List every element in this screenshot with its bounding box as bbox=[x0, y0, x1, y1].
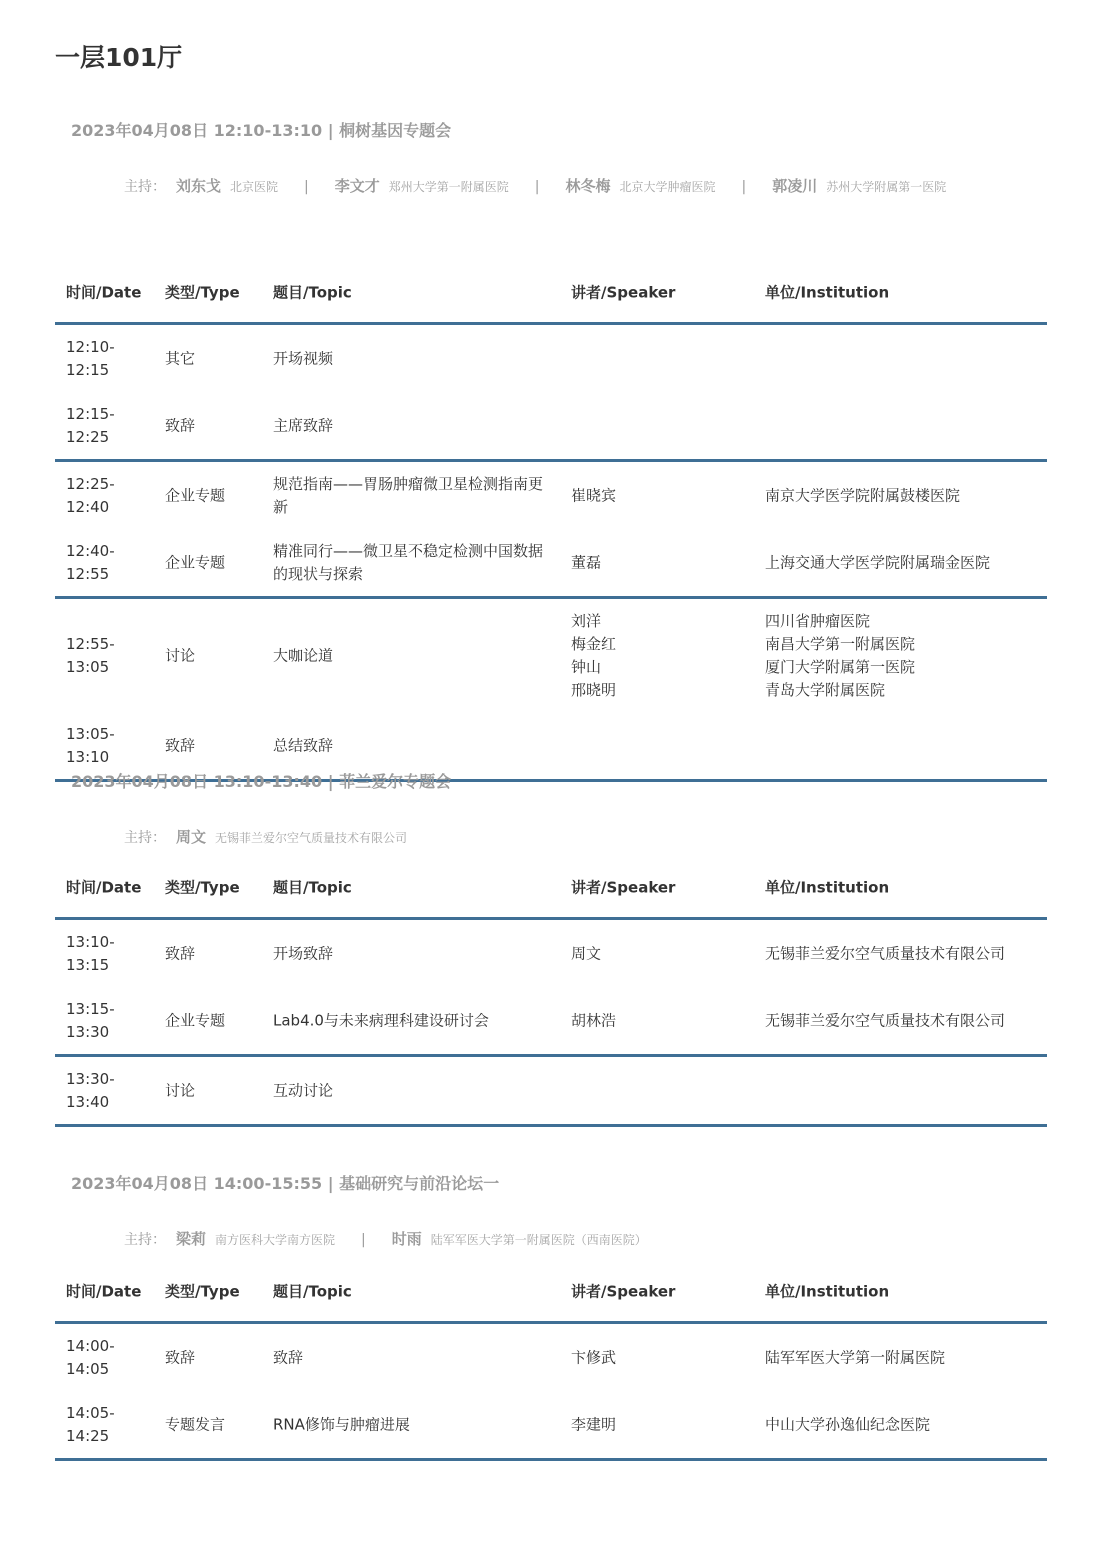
row-topic: 规范指南——胃肠肿瘤微卫星检测指南更新 bbox=[273, 474, 544, 516]
row-type: 专题发言 bbox=[165, 1415, 226, 1433]
header-date: 时间/Date bbox=[66, 878, 142, 897]
row-topic: 大咖论道 bbox=[273, 646, 334, 664]
host-label: 主持： bbox=[124, 1232, 166, 1248]
host-label: 主持： bbox=[124, 179, 166, 195]
row-time: 13:30- 13:40 bbox=[66, 1069, 115, 1111]
host-institution: 陆军军医大学第一附属医院（西南医院） bbox=[430, 1233, 647, 1247]
header-date: 时间/Date bbox=[66, 1282, 142, 1301]
row-group bbox=[55, 1324, 1047, 1461]
row-time: 12:10- 12:15 bbox=[66, 337, 115, 379]
row-institution: 南京大学医学院附属鼓楼医院 bbox=[765, 486, 961, 504]
row-time: 12:15- 12:25 bbox=[66, 404, 115, 446]
row-topic: 开场视频 bbox=[273, 349, 334, 367]
header-type: 类型/Type bbox=[165, 283, 240, 302]
row-speaker: 崔晓宾 bbox=[571, 486, 617, 504]
row-speaker: 董磊 bbox=[571, 553, 602, 571]
host-name: 梁莉 bbox=[176, 1230, 207, 1248]
session-hosts bbox=[124, 1228, 647, 1249]
table-row bbox=[55, 1324, 1047, 1391]
host-institution: 南方医科大学南方医院 bbox=[215, 1233, 336, 1247]
table-header bbox=[55, 262, 1047, 325]
header-type: 类型/Type bbox=[165, 1282, 240, 1301]
host-entry bbox=[392, 1228, 647, 1249]
row-type: 致辞 bbox=[165, 944, 196, 962]
host-institution: 郑州大学第一附属医院 bbox=[388, 180, 509, 194]
header-date: 时间/Date bbox=[66, 283, 142, 302]
host-entry bbox=[176, 1228, 335, 1249]
table-row bbox=[55, 1391, 1047, 1458]
host-name: 林冬梅 bbox=[565, 177, 611, 195]
row-type: 企业专题 bbox=[165, 486, 226, 504]
host-name: 周文 bbox=[176, 828, 207, 846]
header-institution: 单位/Institution bbox=[765, 878, 890, 897]
host-entry bbox=[176, 175, 278, 196]
host-entry bbox=[176, 826, 407, 847]
row-time: 12:40- 12:55 bbox=[66, 541, 115, 583]
header-institution: 单位/Institution bbox=[765, 1282, 890, 1301]
row-institution: 四川省肿瘤医院 南昌大学第一附属医院 厦门大学附属第一医院 青岛大学附属医院 bbox=[765, 611, 916, 699]
row-topic: 互动讨论 bbox=[273, 1081, 334, 1099]
host-entry bbox=[335, 175, 509, 196]
header-institution: 单位/Institution bbox=[765, 283, 890, 302]
header-speaker: 讲者/Speaker bbox=[571, 283, 676, 302]
table-header bbox=[55, 857, 1047, 920]
row-topic: RNA修饰与肿瘤进展 bbox=[273, 1415, 410, 1433]
row-time: 14:05- 14:25 bbox=[66, 1403, 115, 1445]
row-group bbox=[55, 599, 1047, 782]
schedule-table bbox=[55, 857, 1047, 1127]
session-title: 2023年04月08日 12:10-13:10 | 桐树基因专题会 bbox=[71, 121, 452, 140]
table-row bbox=[55, 599, 1047, 712]
host-name: 时雨 bbox=[391, 1230, 422, 1248]
host-name: 郭凌川 bbox=[772, 177, 818, 195]
row-topic: 主席致辞 bbox=[273, 416, 334, 434]
session-hosts bbox=[124, 175, 946, 196]
row-type: 讨论 bbox=[165, 1081, 196, 1099]
row-group bbox=[55, 462, 1047, 599]
session-hosts bbox=[124, 826, 407, 847]
table-row bbox=[55, 462, 1047, 529]
header-type: 类型/Type bbox=[165, 878, 240, 897]
row-time: 14:00- 14:05 bbox=[66, 1336, 115, 1378]
table-row bbox=[55, 392, 1047, 459]
row-group bbox=[55, 920, 1047, 1057]
row-type: 致辞 bbox=[165, 736, 196, 754]
header-speaker: 讲者/Speaker bbox=[571, 878, 676, 897]
row-group bbox=[55, 1057, 1047, 1127]
session-title: 2023年04月08日 13:10-13:40 | 菲兰爱尔专题会 bbox=[71, 772, 452, 791]
row-topic: 致辞 bbox=[273, 1348, 304, 1366]
session-title: 2023年04月08日 14:00-15:55 | 基础研究与前沿论坛一 bbox=[71, 1174, 500, 1193]
row-speaker: 卞修武 bbox=[571, 1348, 617, 1366]
schedule-table bbox=[55, 1261, 1047, 1461]
row-institution: 无锡菲兰爱尔空气质量技术有限公司 bbox=[765, 944, 1006, 962]
host-institution: 苏州大学附属第一医院 bbox=[826, 180, 947, 194]
host-label: 主持： bbox=[124, 830, 166, 846]
row-institution: 上海交通大学医学院附属瑞金医院 bbox=[765, 553, 991, 571]
header-topic: 题目/Topic bbox=[273, 1282, 352, 1301]
host-institution: 无锡菲兰爱尔空气质量技术有限公司 bbox=[215, 831, 408, 845]
row-type: 致辞 bbox=[165, 416, 196, 434]
header-speaker: 讲者/Speaker bbox=[571, 1282, 676, 1301]
host-separator: | bbox=[304, 179, 309, 195]
row-topic: 总结致辞 bbox=[273, 736, 334, 754]
row-time: 12:25- 12:40 bbox=[66, 474, 115, 516]
host-name: 刘东戈 bbox=[176, 177, 222, 195]
table-row bbox=[55, 325, 1047, 392]
host-separator: | bbox=[741, 179, 747, 195]
row-group bbox=[55, 325, 1047, 462]
table-row bbox=[55, 920, 1047, 987]
row-type: 致辞 bbox=[165, 1348, 196, 1366]
row-type: 其它 bbox=[165, 349, 196, 367]
row-time: 13:15- 13:30 bbox=[66, 999, 115, 1041]
table-row bbox=[55, 529, 1047, 596]
table-row bbox=[55, 1057, 1047, 1124]
row-topic: 精准同行——微卫星不稳定检测中国数据的现状与探索 bbox=[273, 541, 544, 583]
row-institution: 无锡菲兰爱尔空气质量技术有限公司 bbox=[765, 1011, 1006, 1029]
row-speaker: 刘洋 梅金红 钟山 邢晓明 bbox=[571, 611, 617, 699]
row-type: 讨论 bbox=[165, 646, 196, 664]
row-speaker: 李建明 bbox=[571, 1415, 617, 1433]
host-separator: | bbox=[534, 179, 540, 195]
host-institution: 北京大学肿瘤医院 bbox=[619, 180, 716, 194]
host-entry bbox=[566, 175, 716, 196]
host-separator: | bbox=[361, 1232, 366, 1248]
row-time: 13:10- 13:15 bbox=[66, 932, 115, 974]
table-row bbox=[55, 987, 1047, 1054]
row-speaker: 胡林浩 bbox=[571, 1011, 617, 1029]
row-time: 12:55- 13:05 bbox=[66, 634, 115, 676]
row-type: 企业专题 bbox=[165, 553, 226, 571]
schedule-table bbox=[55, 262, 1047, 782]
row-speaker: 周文 bbox=[571, 944, 602, 962]
row-topic: 开场致辞 bbox=[273, 944, 334, 962]
header-topic: 题目/Topic bbox=[273, 878, 352, 897]
host-entry bbox=[772, 175, 946, 196]
row-institution: 中山大学孙逸仙纪念医院 bbox=[765, 1415, 931, 1433]
page-title: 一层101厅 bbox=[55, 43, 183, 72]
row-time: 13:05- 13:10 bbox=[66, 724, 115, 766]
host-name: 李文才 bbox=[334, 177, 380, 195]
row-institution: 陆军军医大学第一附属医院 bbox=[765, 1348, 946, 1366]
row-type: 企业专题 bbox=[165, 1011, 226, 1029]
header-topic: 题目/Topic bbox=[273, 283, 352, 302]
table-header bbox=[55, 1261, 1047, 1324]
row-topic: Lab4.0与未来病理科建设研讨会 bbox=[273, 1011, 489, 1029]
host-institution: 北京医院 bbox=[230, 180, 279, 194]
